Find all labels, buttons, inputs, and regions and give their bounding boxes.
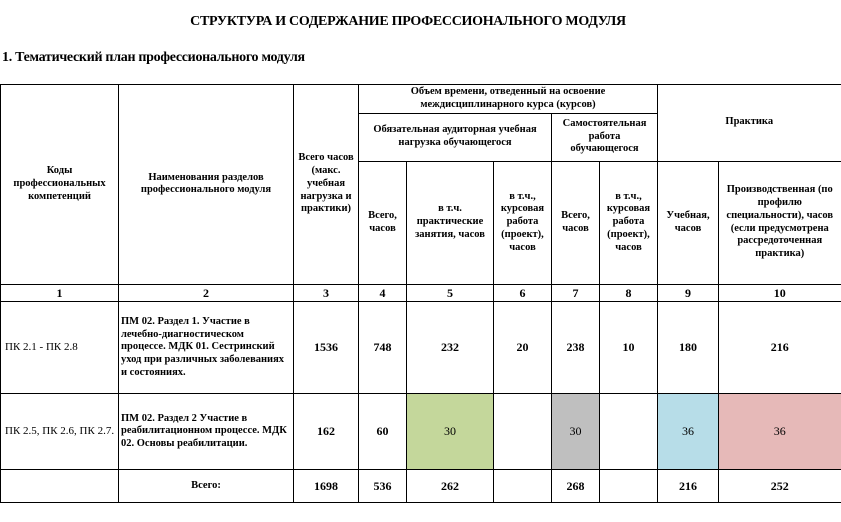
independent-total-cell: 30 [552,394,600,470]
totals-empty-cell [1,470,119,503]
thematic-plan-table [0,84,841,503]
course-work-cell [494,394,552,470]
competency-codes: ПК 2.5, ПК 2.6, ПК 2.7. [1,394,119,470]
header-independent-total: Всего, часов [552,161,600,284]
totals-total: 536 [359,470,407,503]
total-cell: 748 [359,302,407,394]
total-cell: 60 [359,394,407,470]
column-number: 5 [407,284,494,302]
header-production-practice: Производственная (по профилю специальности), часов (если предусмотрена рассредоточенная практика) [719,161,841,284]
header-independent-work: Самостоятельная работа обучающегося [552,113,658,161]
document-subtitle: 1. Тематический план профессионального модуля [2,50,305,65]
column-number: 10 [719,284,841,302]
column-number: 4 [359,284,407,302]
educational-practice-cell: 36 [658,394,719,470]
column-number: 1 [1,284,119,302]
column-number: 6 [494,284,552,302]
header-time-volume: Объем времени, отведенный на освоение междисциплинарного курса (курсов) [359,85,658,114]
totals-total-hours: 1698 [294,470,359,503]
header-educational-practice: Учебная, часов [658,161,719,284]
practical-cell: 232 [407,302,494,394]
totals-independent-total: 268 [552,470,600,503]
section-name: ПМ 02. Раздел 1. Участие в лечебно-диагностическом процессе. МДК 01. Сестринский уход при различных заболеваниях и состояниях. [119,302,294,394]
header-practice: Практика [658,85,841,162]
competency-codes: ПК 2.1 - ПК 2.8 [1,302,119,394]
educational-practice-cell: 180 [658,302,719,394]
totals-independent-course [600,470,658,503]
column-numbers-row [1,284,841,302]
totals-production-practice: 252 [719,470,841,503]
column-number: 2 [119,284,294,302]
header-mandatory-load: Обязательная аудиторная учебная нагрузка обучающегося [359,113,552,161]
header-total: Всего, часов [359,161,407,284]
totals-label: Всего: [119,470,294,503]
total-hours-cell: 162 [294,394,359,470]
course-work-cell: 20 [494,302,552,394]
independent-course-cell [600,394,658,470]
column-number: 3 [294,284,359,302]
header-codes: Коды профессиональных компетенций [1,85,119,285]
total-hours-cell: 1536 [294,302,359,394]
header-total-hours: Всего часов (макс. учебная нагрузка и практики) [294,85,359,285]
practical-cell: 30 [407,394,494,470]
production-practice-cell: 216 [719,302,841,394]
totals-course-work [494,470,552,503]
totals-educational-practice: 216 [658,470,719,503]
independent-total-cell: 238 [552,302,600,394]
header-independent-course-work: в т.ч., курсовая работа (проект), часов [600,161,658,284]
totals-row [1,470,841,503]
header-names: Наименования разделов профессионального модуля [119,85,294,285]
column-number: 7 [552,284,600,302]
independent-course-cell: 10 [600,302,658,394]
column-number: 8 [600,284,658,302]
production-practice-cell: 36 [719,394,841,470]
header-course-work: в т.ч., курсовая работа (проект), часов [494,161,552,284]
totals-practical: 262 [407,470,494,503]
document-title: СТРУКТУРА И СОДЕРЖАНИЕ ПРОФЕССИОНАЛЬНОГО МОДУЛЯ [190,14,626,29]
table-row [1,394,841,470]
table-row [1,302,841,394]
column-number: 9 [658,284,719,302]
header-practical-lessons: в т.ч. практические занятия, часов [407,161,494,284]
section-name: ПМ 02. Раздел 2 Участие в реабилитационном процессе. МДК 02. Основы реабилитации. [119,394,294,470]
